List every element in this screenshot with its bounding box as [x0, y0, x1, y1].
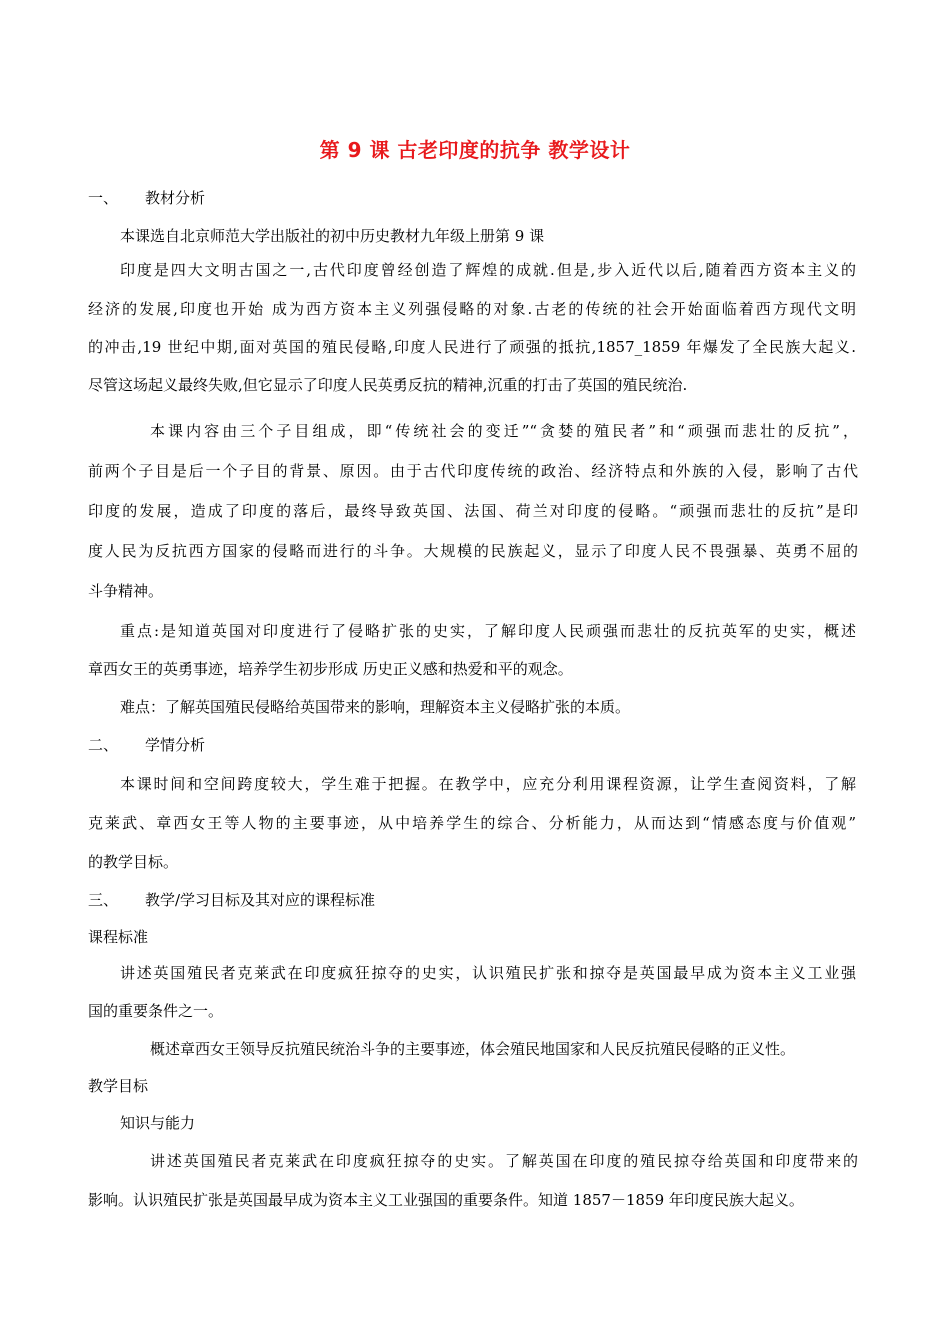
- paragraph-key-point-line: 重点:是知道英国对印度进行了侵略扩张的史实，了解印度人民顽强而悲壮的反抗英军的史实，概述: [120, 622, 856, 640]
- paragraph-difficulty: 难点：了解英国殖民侵略给英国带来的影响，理解资本主义侵略扩张的本质。: [120, 698, 631, 716]
- paragraph-india-line: 的冲击,19 世纪中期,面对英国的殖民侵略,印度人民进行了顽强的抵抗,1857_1859 年爆发了全民族大起义.: [88, 338, 856, 356]
- knowledge-ability-heading: 知识与能力: [120, 1114, 196, 1132]
- paragraph-content-line: 本课内容由三个子目组成，即“传统社会的变迁”“贪婪的殖民者”和“顽强而悲壮的反抗”，: [150, 422, 858, 440]
- paragraph-standard-line: 国的重要条件之一。: [88, 1002, 224, 1020]
- paragraph-content-line: 度人民为反抗西方国家的侵略而进行的斗争。大规模的民族起义，显示了印度人民不畏强暴、英勇不屈的: [88, 542, 858, 560]
- section-number: 二、: [88, 736, 119, 754]
- paragraph-students-line: 的教学目标。: [88, 853, 179, 871]
- paragraph-india-line: 尽管这场起义最终失败,但它显示了印度人民英勇反抗的精神,沉重的打击了英国的殖民统治.: [88, 376, 688, 394]
- paragraph-key-point-line: 章西女王的英勇事迹，培养学生初步形成 历史正义感和热爱和平的观念。: [88, 660, 573, 678]
- section-title: 教材分析: [145, 189, 206, 207]
- paragraph-students-line: 克莱武、章西女王等人物的主要事迹，从中培养学生的综合、分析能力，从而达到“情感态度与价值观”: [88, 814, 856, 832]
- paragraph-goal-line: 影响。认识殖民扩张是英国最早成为资本主义工业强国的重要条件。知道 1857－1859 年印度民族大起义。: [88, 1191, 804, 1209]
- paragraph-source: 本课选自北京师范大学出版社的初中历史教材九年级上册第 9 课: [120, 227, 545, 245]
- section-1-heading: [88, 187, 205, 209]
- page-title: 第 9 课 古老印度的抗争 教学设计: [319, 138, 631, 162]
- curriculum-standard-heading: 课程标准: [88, 928, 149, 946]
- section-3-heading: [88, 889, 375, 911]
- paragraph-standard-line: 讲述英国殖民者克莱武在印度疯狂掠夺的史实，认识殖民扩张和掠夺是英国最早成为资本主义工业强: [120, 964, 856, 982]
- section-title: 学情分析: [145, 736, 206, 754]
- paragraph-students-line: 本课时间和空间跨度较大，学生难于把握。在教学中，应充分利用课程资源，让学生查阅资料，了解: [120, 775, 856, 793]
- section-number: 三、: [88, 891, 119, 909]
- section-number: 一、: [88, 189, 119, 207]
- section-2-heading: [88, 734, 205, 756]
- paragraph-content-line: 前两个子目是后一个子目的背景、原因。由于古代印度传统的政治、经济特点和外族的入侵，影响了古代: [88, 462, 858, 480]
- section-title: 教学/学习目标及其对应的课程标准: [145, 891, 376, 909]
- paragraph-india-line: 经济的发展,印度也开始 成为西方资本主义列强侵略的对象.古老的传统的社会开始面临着西方现代文明: [88, 300, 856, 318]
- paragraph-standard-2: 概述章西女王领导反抗殖民统治斗争的主要事迹，体会殖民地国家和人民反抗殖民侵略的正义性。: [150, 1040, 796, 1058]
- paragraph-content-line: 斗争精神。: [88, 582, 164, 600]
- teaching-goals-heading: 教学目标: [88, 1077, 149, 1095]
- paragraph-india-line: 印度是四大文明古国之一,古代印度曾经创造了辉煌的成就.但是,步入近代以后,随着西方资本主义的: [120, 261, 856, 279]
- paragraph-content-line: 印度的发展，造成了印度的落后，最终导致英国、法国、荷兰对印度的侵略。“顽强而悲壮的反抗”是印: [88, 502, 858, 520]
- paragraph-goal-line: 讲述英国殖民者克莱武在印度疯狂掠夺的史实。了解英国在印度的殖民掠夺给英国和印度带来的: [150, 1152, 858, 1170]
